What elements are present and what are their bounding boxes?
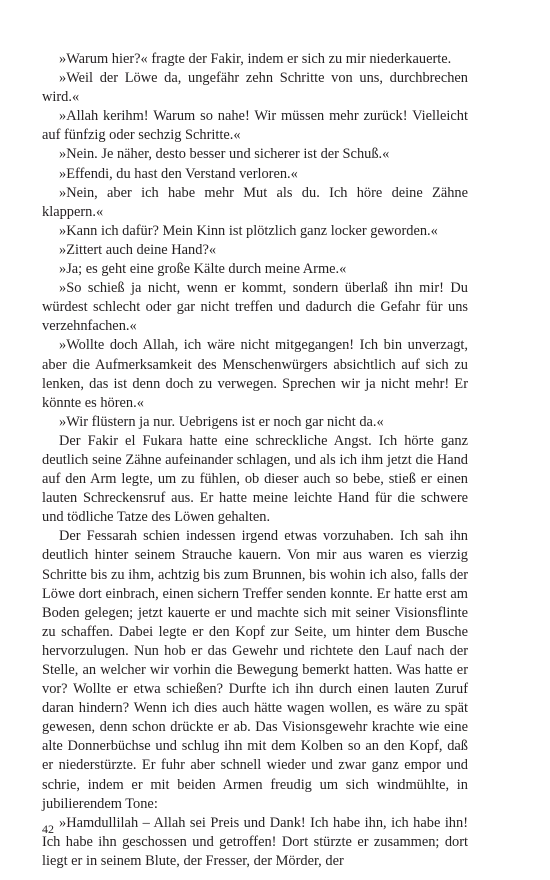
paragraph: »Nein. Je näher, desto besser und sicherer ist der Schuß.«	[59, 146, 390, 163]
paragraph: »Nein, aber ich habe mehr Mut als du. Ich höre deine Zähne klappern.«	[42, 184, 468, 220]
paragraph: »Warum hier?« fragte der Fakir, indem er sich zu mir niederkauerte.	[59, 51, 452, 67]
page-number: 42	[42, 822, 54, 836]
paragraph: »Hamdullilah – Allah sei Preis und Dank! Ich habe ihn, ich habe ihn! Ich habe ihn geschossen und getroffen! Dort stürzte er zusammen; dort liegt er in seinem Blute, der Fresser, der Mörder, der	[42, 814, 468, 869]
paragraph: »Allah kerihm! Warum so nahe! Wir müssen mehr zurück! Vielleicht auf fünfzig oder sechzig Schritte.«	[42, 108, 468, 144]
paragraph: »Zittert auch deine Hand?«	[59, 241, 217, 258]
paragraph: »Wollte doch Allah, ich wäre nicht mitgegangen! Ich bin unverzagt, aber die Aufmerksamkeit des Menschenwürgers absichtlich auf sich zu lenken, das ist denn doch zu verwegen. Sprechen wir ja nicht mehr! Er könnte es hören.«	[42, 337, 468, 411]
paragraph: »Ja; es geht eine große Kälte durch meine Arme.«	[59, 261, 347, 278]
paragraph: Der Fessarah schien indessen irgend etwas vorzuhaben. Ich sah ihn deutlich hinter seinem Strauche kauern. Von mir aus waren es vierzig Schritte bis zu ihm, achtzig bis zum Brunnen, bis wohin ich also, falls der Löwe dort einbrach, einen sichern Treffer senden konnte. Er hatte erst am Boden gelegen; jetzt kauerte er und machte sich mit seiner Visionsflinte zu schaffen. Dabei legte er den Kopf zur Seite, um hinter dem Busche hervorzulugen. Nun hob er das Gewehr und richtete den Lauf nach der Stelle, an welcher wir vorhin die Bewegung bemerkt hatten. Was hatte er vor? Wollte er etwa schießen? Durfte ich ihn durch einen lauten Zuruf daran hindern? Wenn ich dies auch hätte wagen wollen, es wäre zu spät gewesen, denn schon drückte er ab. Das Visionsgewehr krachte wie eine alte Donnerbüchse und schlug ihn mit dem Kolben so an den Kopf, daß er niederstürzte. Er fuhr aber schnell wieder und zwar ganz empor und schrie, indem er mit beiden Armen freudig um sich windmühlte, in jubilierendem Tone:	[42, 528, 468, 812]
paragraph: »So schieß ja nicht, wenn er kommt, sondern überlaß ihn mir! Du würdest schlecht oder gar nicht treffen und dadurch die Gefahr für uns verzehnfachen.«	[42, 280, 468, 335]
paragraph: »Wir flüstern ja nur. Uebrigens ist er noch gar nicht da.«	[59, 413, 384, 430]
paragraph: »Effendi, du hast den Verstand verloren.«	[59, 165, 298, 182]
paragraph: »Weil der Löwe da, ungefähr zehn Schritte von uns, durchbrechen wird.«	[42, 70, 468, 106]
paragraph: »Kann ich dafür? Mein Kinn ist plötzlich ganz locker geworden.«	[59, 222, 438, 239]
body-text	[42, 50, 468, 871]
paragraph: Der Fakir el Fukara hatte eine schreckliche Angst. Ich hörte ganz deutlich seine Zähne aufeinander schlagen, und als ich ihm jetzt die Hand auf den Arm legte, um zu fühlen, ob dieser auch so bebe, stieß er einen lauten Schreckensruf aus. Er hatte meine leichte Hand für die schwere und tödliche Tatze des Löwen gehalten.	[42, 432, 468, 526]
